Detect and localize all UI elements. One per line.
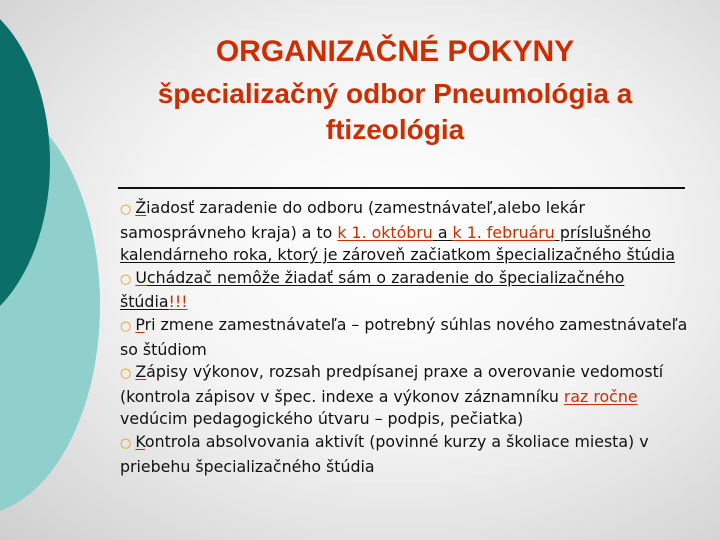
frequency-highlight: raz ročne: [563, 386, 638, 406]
list-item-2: [120, 268, 624, 312]
bullet-circle-icon: ○: [120, 202, 132, 217]
item-text: príslušného kalendárneho roka, ktorý je zároveň začiatkom špecializačného štúdia: [120, 222, 676, 265]
item-first-letter: Ž: [135, 198, 147, 217]
bullet-circle-icon: ○: [120, 271, 132, 287]
item-first-letter: U: [135, 267, 147, 287]
subtitle-line-2: ftizeológia: [325, 114, 465, 145]
title-divider: [118, 187, 685, 189]
item-first-letter: P: [135, 314, 145, 334]
deadline-highlight: k 1. októbru: [337, 222, 433, 242]
item-text: ápisy výkonov, rozsah predpísanej praxe a overovanie vedomostí (kontrola zápisov v špec. indexe a výkonov záznamníku: [120, 362, 664, 406]
subtitle-line-1: špecializačný odbor Pneumológia a: [157, 78, 633, 109]
item-first-letter: Z: [135, 362, 147, 382]
slide-subtitle: [130, 76, 660, 148]
item-first-letter: K: [135, 431, 145, 451]
item-text: ri zmene zamestnávateľa – potrebný súhlas nového zamestnávateľa so štúdiom: [120, 314, 688, 359]
item-text: ontrola absolvovania aktivít (povinné kurzy a školiace miesta) v priebehu špecializačného štúdia: [120, 431, 649, 476]
slide-title: ORGANIZAČNÉ POKYNY: [215, 35, 575, 68]
bullet-circle-icon: ○: [120, 366, 132, 382]
item-text: chádzač nemôže žiadať sám o zaradenie do špecializačného štúdia: [120, 267, 625, 312]
deadline-highlight: k 1. februáru: [452, 222, 555, 242]
list-item-4: [120, 362, 663, 428]
list-item-5: [120, 432, 649, 476]
list-item-3: [120, 315, 687, 359]
bullet-circle-icon: ○: [120, 435, 132, 451]
bullet-list: [120, 197, 690, 478]
item-text: vedúcim pedagogického útvaru – podpis, pečiatka): [120, 409, 524, 429]
bullet-circle-icon: ○: [120, 318, 132, 334]
emphasis-marks: !!!: [168, 292, 188, 312]
item-text: iadosť zaradenie do odboru (zamestnávateľ,alebo lekár samosprávneho kraja) a to: [120, 198, 585, 242]
item-text: a: [432, 222, 453, 242]
list-item-1: [120, 198, 675, 264]
